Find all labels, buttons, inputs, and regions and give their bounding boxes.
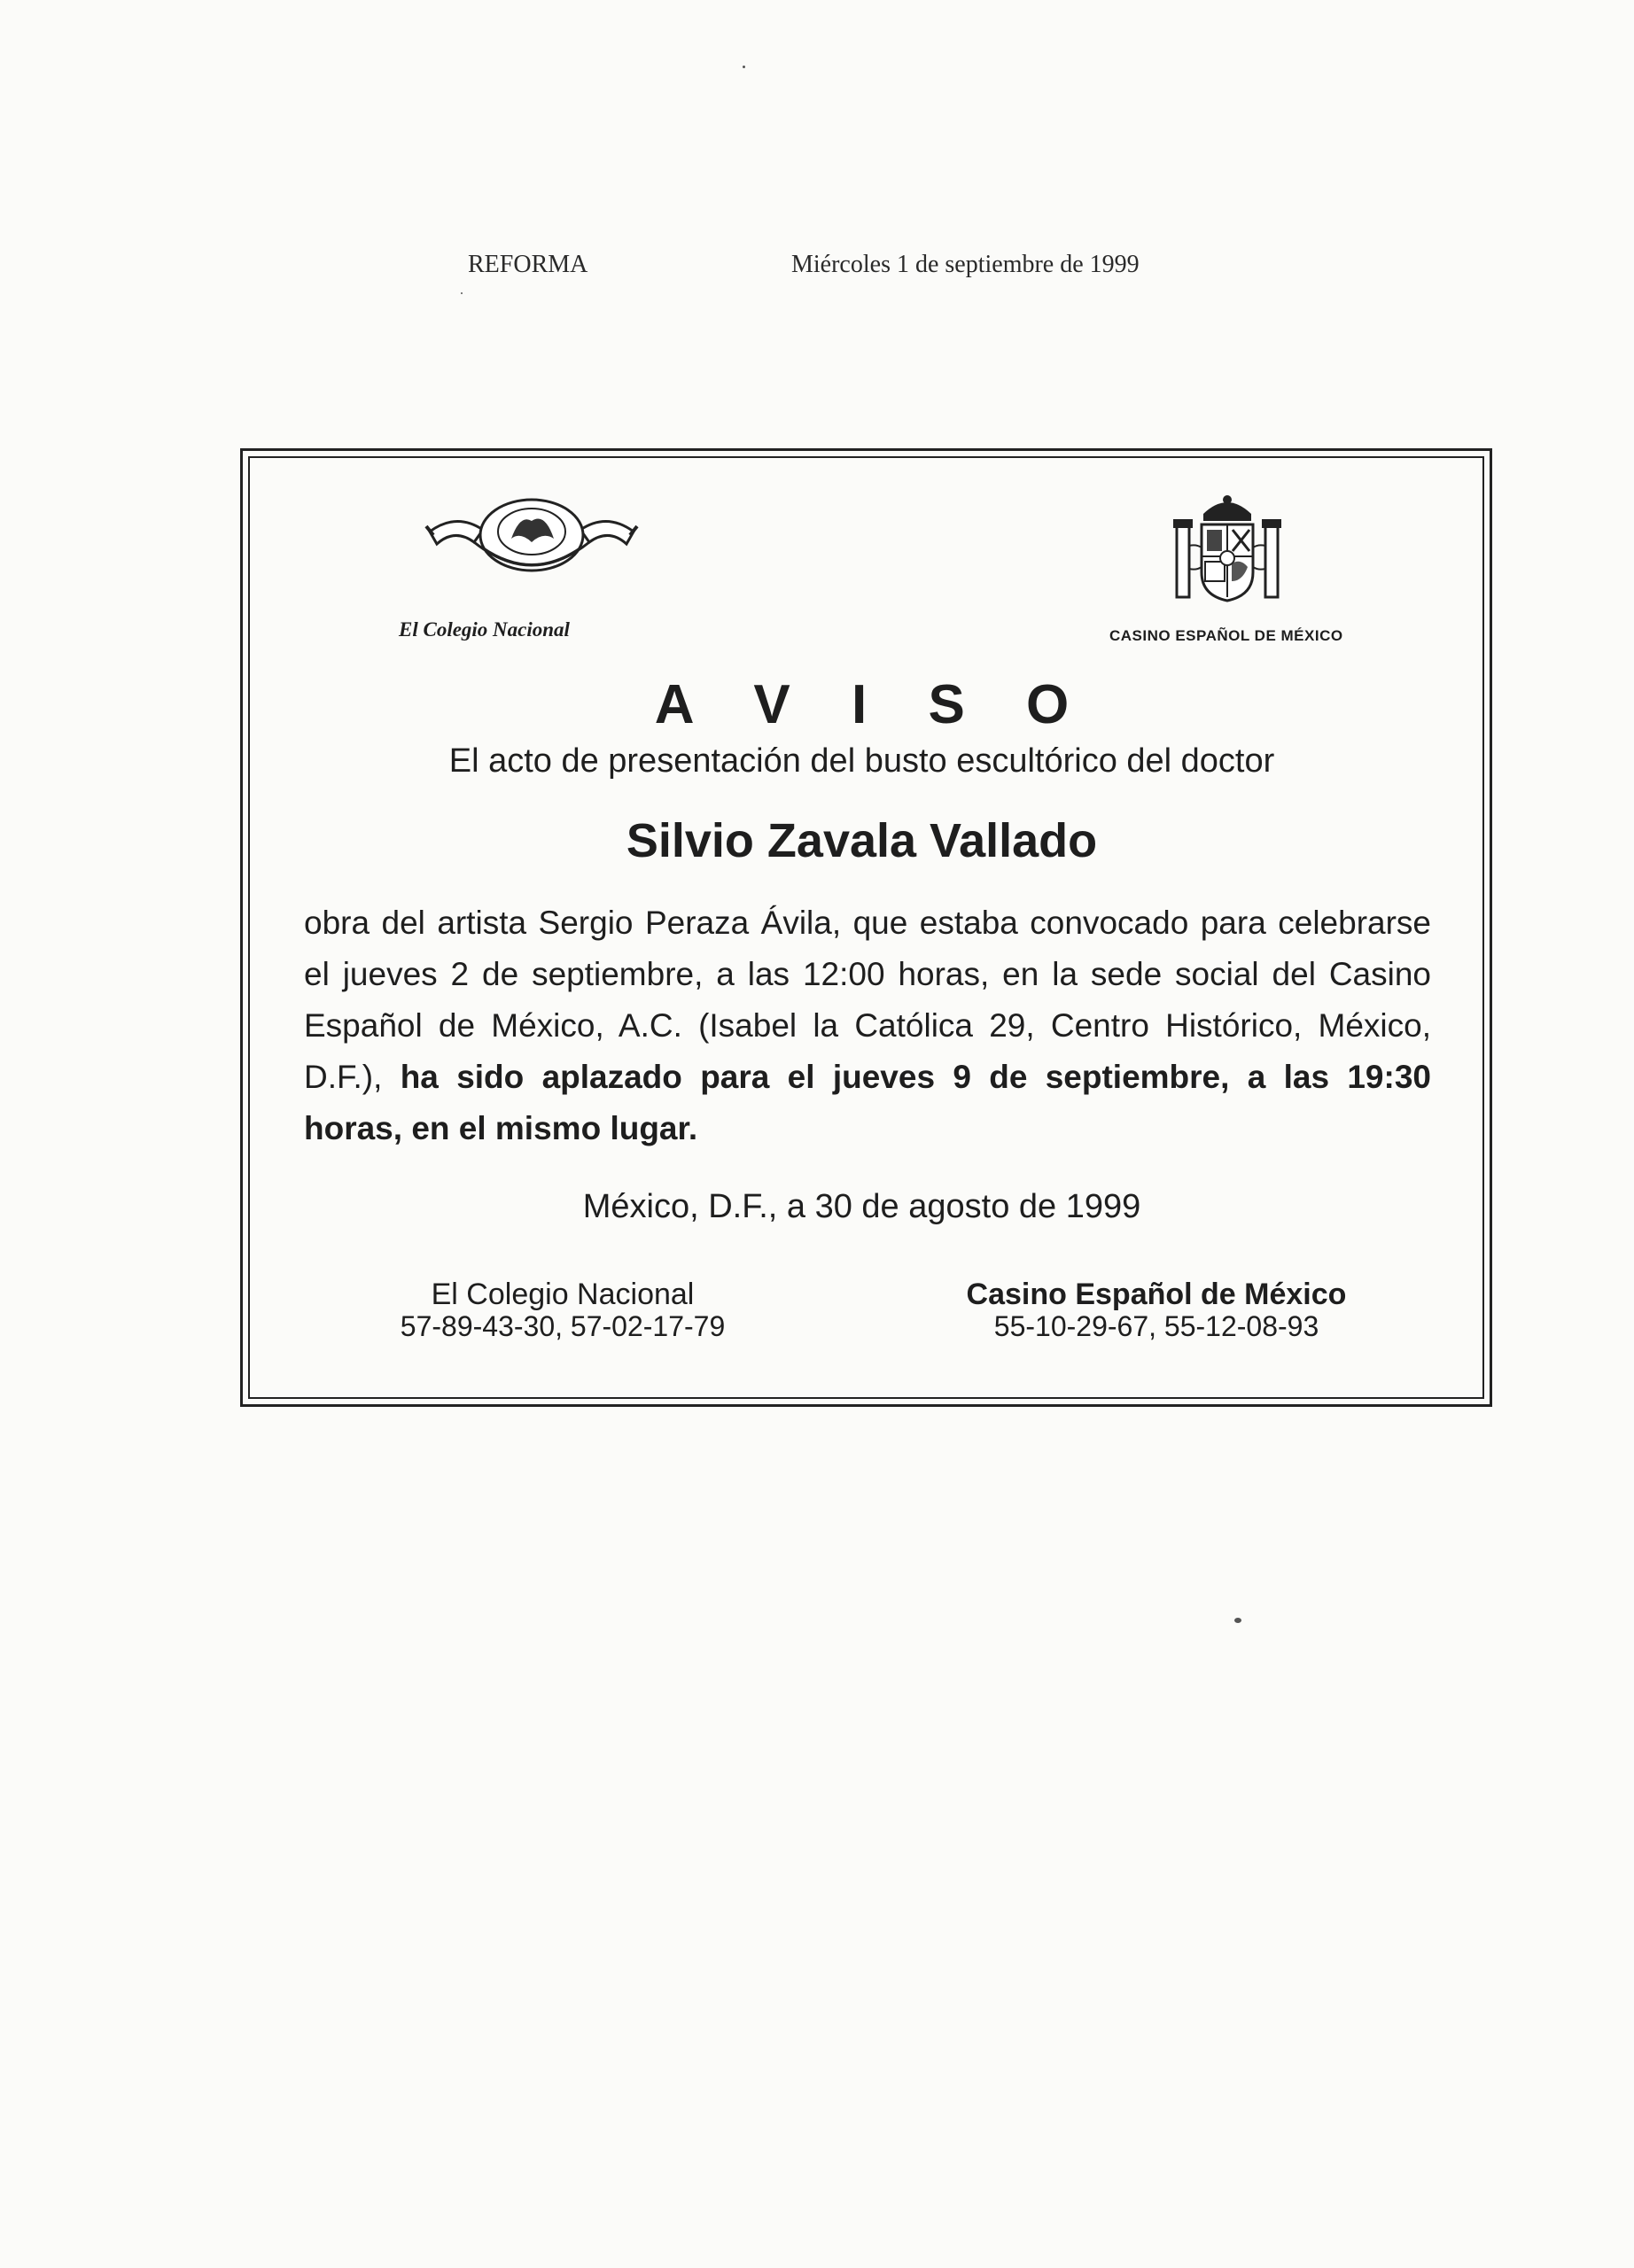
casino-espanol-label: CASINO ESPAÑOL DE MÉXICO: [1109, 627, 1343, 644]
notice-body: [304, 897, 1431, 1154]
signatory-left-phones: 57-89-43-30, 57-02-17-79: [400, 1310, 726, 1342]
newspaper-name: REFORMA: [468, 251, 588, 278]
scan-speck: [1234, 1618, 1241, 1623]
scan-speck: [461, 292, 463, 294]
colegio-nacional-emblem-icon: [421, 496, 642, 581]
notice-intro: El acto de presentación del busto escultórico del doctor: [448, 742, 1275, 780]
place-and-date: México, D.F., a 30 de agosto de 1999: [582, 1188, 1141, 1225]
signatory-left-name: El Colegio Nacional: [431, 1278, 695, 1311]
newspaper-notice-clipping: [226, 441, 1498, 1419]
colegio-nacional-label: El Colegio Nacional: [399, 618, 570, 641]
signatory-right-name: Casino Español de México: [966, 1278, 1347, 1311]
scan-speck: [743, 66, 745, 68]
spanish-coat-of-arms-icon: [1170, 493, 1285, 608]
honoree-name: Silvio Zavala Vallado: [626, 814, 1098, 867]
notice-body-bold: ha sido aplazado para el jueves 9 de septiembre, a las 19:30 horas, en el mismo lugar.: [304, 1059, 1431, 1146]
notice-body-regular: obra del artista Sergio Peraza Ávila, que estaba convocado para celebrarse el jueves 2 de septiembre, a las 12:00 horas, en la sede social del Casino Español de México, A.C. (Isabel la Católica 29, Centro Histórico, México, D.F.),: [304, 905, 1431, 1095]
publication-date: Miércoles 1 de septiembre de 1999: [791, 251, 1140, 278]
notice-title: A V I S O: [654, 674, 1093, 735]
signatory-left: [341, 1278, 784, 1342]
signatory-right-phones: 55-10-29-67, 55-12-08-93: [993, 1310, 1319, 1342]
signatory-right: [935, 1278, 1378, 1342]
